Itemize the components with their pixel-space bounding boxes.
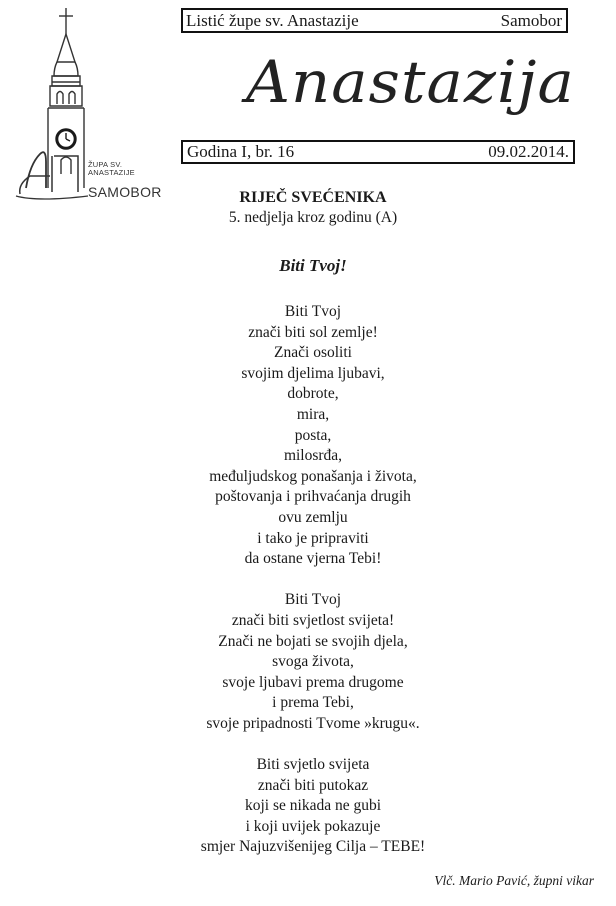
poem-line: mira, [296, 405, 330, 423]
poem-line: Biti svjetlo svijeta [256, 756, 370, 774]
poem-line: milosrđa, [283, 447, 343, 465]
poem-line: znači biti svjetlost svijeta! [231, 611, 395, 629]
author-signature: Vlč. Mario Pavić, župni vikar [434, 873, 594, 888]
poem-line: i prema Tebi, [272, 694, 354, 712]
section-subtitle: 5. nedjelja kroz godinu (A) [228, 209, 398, 226]
logo-parish-line: ŽUPA SV. [88, 160, 123, 169]
poem-line: međuljudskog ponašanja i života, [209, 467, 417, 485]
logo-city: SAMOBOR [88, 184, 162, 200]
poem-line: Znači ne bojati se svojih djela, [218, 632, 408, 650]
poem [0, 302, 616, 879]
poem-line: Znači osoliti [274, 344, 352, 362]
poem-line: posta, [294, 426, 332, 444]
poem-line: poštovanja i prihvaćanja drugih [215, 488, 411, 506]
poem-line: koji se nikada ne gubi [244, 797, 382, 815]
poem-line: i koji uvijek pokazuje [245, 817, 381, 835]
parish-logo [8, 6, 162, 206]
poem-line: svoje ljubavi prema drugome [222, 673, 404, 691]
poem-stanza [10, 755, 616, 858]
poem-line: znači biti putokaz [257, 776, 369, 794]
poem-line: svojim djelima ljubavi, [241, 364, 385, 382]
section-title: RIJEČ SVEĆENIKA [239, 189, 387, 206]
poem-title: Biti Tvoj! [279, 256, 347, 275]
poem-line: i tako je pripraviti [257, 529, 369, 547]
poem-line: svoje pripadnosti Tvome »krugu«. [206, 714, 420, 732]
issue-number: Godina I, br. 16 [187, 142, 295, 161]
poem-stanza [10, 590, 616, 734]
poem-line: dobrote, [287, 385, 339, 403]
poem-stanza [10, 302, 616, 570]
poem-line: Biti Tvoj [284, 303, 342, 320]
place-label: Samobor [500, 10, 562, 30]
poem-line: znači biti sol zemlje! [248, 323, 378, 341]
poem-line: smjer Najuzvišenijeg Cilja – TEBE! [200, 838, 426, 856]
leaflet-label: Listić župe sv. Anastazije [186, 10, 359, 30]
poem-line: da ostane vjerna Tebi! [244, 550, 382, 568]
poem-line: Biti Tvoj [284, 591, 342, 609]
masthead-title: Anastazija [246, 48, 575, 116]
church-tower-icon [8, 6, 158, 206]
leaflet-header-box [181, 8, 568, 33]
issue-date: 09.02.2014. [488, 142, 569, 161]
poem-line: ovu zemlju [278, 508, 348, 526]
poem-line: svoga života, [272, 653, 354, 671]
issue-box [181, 140, 575, 164]
logo-parish-line: ANASTAZIJE [88, 168, 135, 177]
